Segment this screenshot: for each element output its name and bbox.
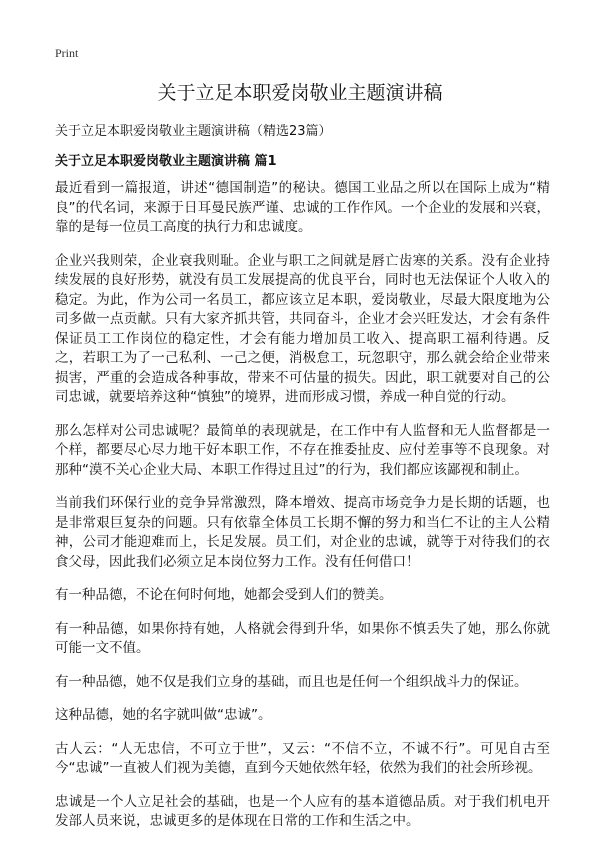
paragraph: 有一种品德，不论在何时何地，她都会受到人们的赞美。 [55,587,393,603]
paragraph: 当前我们环保行业的竞争异常激烈，降本增效、提高市场竞争力是长期的话题，也是非常艰巨复杂的问题。只有依靠全体员工长期不懈的努力和当仁不让的主人公精神，公司才能迎难而上，长足发展。员工们，对企业的忠诚，就等于对待我们的衣食父母，因此我们必须立足本岗位努力工作。没有任何借口！ [55,495,550,570]
paragraph: 有一种品德，她不仅是我们立身的基础，而且也是任何一个组织战斗力的保证。 [55,673,528,690]
paragraph: 那么怎样对公司忠诚呢？最简单的表现就是，在工作中有人监督和无人监督都是一个样，都要尽心尽力地干好本职工作，不存在推委扯皮、应付差事等不良现象。对那种“漠不关心企业大局、本职工作得过且过”的行为，我们都应该鄙视和制止。 [55,422,550,478]
document-subtitle: 关于立足本职爱岗敬业主题演讲稿（精选23篇） [55,124,332,139]
paragraph: 企业兴我则荣，企业衰我则耻。企业与职工之间就是唇亡齿寒的关系。没有企业持续发展的良好形势，就没有员工发展提高的优良平台，同时也无法保证个人收入的稳定。为此，作为公司一名员工，都应该立足本职，爱岗敬业，尽最大限度地为公司多做一点贡献。只有大家齐抓共管，共同奋斗，企业才会兴旺发达，才会有条件保证员工工作岗位的稳定性，才会有能力增加员工收入、提高职工福利待遇。反之，若职工为了一己私利、一己之便，消极怠工，玩忽职守，那么就会给企业带来损害，严重的会造成各种事故，带来不可估量的损失。因此，职工就要对自己的公司忠诚，就要培养这种“慎独”的境界，进而形成习惯，养成一种自觉的行动。 [55,252,550,405]
document-body [55,179,550,846]
paragraph: 有一种品德，如果你持有她，人格就会得到升华，如果你不慎丢失了她，那么你就可能一文不值。 [55,620,550,656]
print-label: Print [55,46,79,60]
paragraph: 忠诚是一个人立足社会的基础，也是一个人应有的基本道德品质。对于我们机电开发部人员来说，忠诚更多的是体现在日常的工作和生活之中。 [55,793,550,829]
document-title: 关于立足本职爱岗敬业主题演讲稿 [157,82,443,104]
paragraph: 最近看到一篇报道，讲述“德国制造”的秘诀。德国工业品之所以在国际上成为“精良”的代名词，来源于日耳曼民族严谨、忠诚的工作作风。一个企业的发展和兴衰，靠的是每一位员工高度的执行力和忠诚度。 [55,180,550,235]
paragraph: 古人云：“人无忠信，不可立于世”，又云：“不信不立，不诚不行”。可见自古至今“忠诚”一直被人们视为美德，直到今天她依然年轻，依然为我们的社会所珍视。 [55,740,550,776]
section-heading: 关于立足本职爱岗敬业主题演讲稿 篇1 [55,154,277,169]
paragraph: 这种品德，她的名字就叫做“忠诚”。 [55,707,272,723]
